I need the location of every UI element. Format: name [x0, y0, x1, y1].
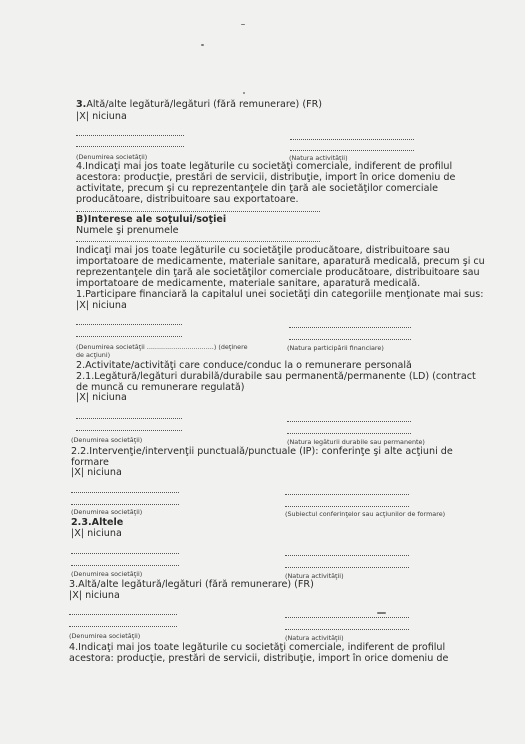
participation-entry-line[interactable]: [289, 339, 411, 340]
company-entry-line[interactable]: [71, 565, 179, 566]
link-nature-label: (Natura legăturii durabile sau permanente): [287, 438, 425, 446]
company-entry-line[interactable]: [76, 146, 184, 147]
scan-speck: [201, 44, 204, 46]
company-entry-line[interactable]: [76, 336, 182, 337]
company-entry-line[interactable]: [76, 324, 182, 325]
activity-entry-line[interactable]: [290, 150, 414, 151]
company-name-label: (Denumirea societăţii): [71, 436, 143, 444]
subject-label: (Subiectul conferinţelor sau acţiunilor de formare): [285, 510, 446, 518]
company-entry-line[interactable]: [71, 504, 179, 505]
none-checkbox[interactable]: |X| niciuna: [76, 300, 127, 311]
none-checkbox[interactable]: |X| niciuna: [76, 392, 127, 403]
none-checkbox[interactable]: |X| niciuna: [71, 467, 122, 478]
activity-entry-line[interactable]: [285, 629, 409, 630]
activity-entry-line[interactable]: [285, 555, 409, 556]
scan-speck: [241, 24, 245, 25]
section-2-heading: 2.Activitate/activităţi care conduce/conduc la o remunerare personală: [76, 360, 412, 371]
company-shares-label: (Denumirea societăţii .................................) (deţinere: [76, 343, 248, 351]
company-entry-line[interactable]: [69, 614, 177, 615]
company-entry-line[interactable]: [69, 626, 177, 627]
shares-label: de acţiuni): [76, 351, 111, 359]
section-b-heading: B)Interese ale soţului/soţiei: [76, 214, 227, 225]
company-name-label: (Denumirea societăţii): [71, 508, 143, 516]
activity-nature-label: (Natura activităţii): [289, 154, 348, 162]
activity-entry-line[interactable]: [285, 617, 409, 618]
company-entry-line[interactable]: [76, 418, 182, 419]
entry-line[interactable]: [76, 211, 320, 212]
section-1-heading: 1.Participare financiară la capitalul unei societăţi din categoriile menţionate mai sus:: [76, 289, 484, 300]
none-checkbox[interactable]: |X| niciuna: [71, 528, 122, 539]
participation-entry-line[interactable]: [289, 327, 411, 328]
activity-entry-line[interactable]: [290, 139, 414, 140]
company-name-label: (Denumirea societăţii): [76, 153, 148, 161]
scan-speck: [377, 612, 386, 614]
participation-nature-label: (Natura participării financiare): [287, 344, 384, 352]
company-entry-line[interactable]: [76, 135, 184, 136]
section-3-heading: 3.Altă/alte legătură/legături (fără remunerare) (FR): [69, 579, 314, 590]
document-page: 3.Altă/alte legătură/legături (fără remunerare) (FR) |X| niciuna (Denumirea societăţii) (Natura activităţii) 4.Indicaţi mai jos toate legăturile cu societăţi comerciale, indiferent de profilul acestora: producţie, prestări de servicii, distribuţie, import în orice domeniu de activitate, precum şi cu reprezentanţele din ţară ale societăţilor comerciale producătoare, distribuitoare sau exportatoare. B)Interese ale soţului/soţiei Numele şi prenumele Indicaţi mai jos toate legăturile cu societăţile producătoare, distribuitoare sau importatoare de medicamente, materiale sanitare, aparatură medicală, precum şi cu reprezentanţele din ţară ale societăţilor comerciale producătoare, distribuitoare sau importatoare de medicamente, materiale sanitare, aparatură medicală. 1.Participare financiară la capitalul unei societăţi din categoriile menţionate mai sus: |X| niciuna (Denumirea societăţii .................................) (deţinere (Natura participării financiare) de acţiuni) 2.Activitate/activităţi care conduce/conduc la o remunerare personală 2.1.Legătură/legături durabilă/durabile sau permanentă/permanente (LD) (contract de muncă cu remunerare regulată) |X| niciuna (Denumirea societăţii) (Natura legăturii durabile sau permanente) 2.2.Intervenţie/intervenţii punctuală/punctuale (IP): conferinţe şi alte acţiuni de formare |X| niciuna (Denumirea societăţii) (Subiectul conferinţelor sau acţiunilor de formare) 2.3.Altele |X| niciuna (Denumirea societăţii) (Natura activităţii) 3.Altă/alte legătură/legături (fără remunerare) (FR) |X| niciuna (Denumirea societăţii) (Natura activităţii) 4.Indicaţi mai jos toate legăturile cu societăţi comerciale, indiferent de profilul acestora: producţie, prestări de servicii, distribuţie, import în orice domeniu de: [0, 0, 525, 744]
spouse-name-label: Numele şi prenumele: [76, 225, 179, 236]
activity-entry-line[interactable]: [285, 567, 409, 568]
link-nature-entry-line[interactable]: [287, 433, 411, 434]
spouse-name-line[interactable]: [76, 241, 320, 242]
company-name-label: (Denumirea societăţii): [71, 570, 143, 578]
section-2-3-heading: 2.3.Altele: [71, 517, 124, 528]
none-checkbox[interactable]: |X| niciuna: [69, 590, 120, 601]
none-checkbox[interactable]: |X| niciuna: [76, 111, 127, 122]
company-entry-line[interactable]: [71, 553, 179, 554]
company-entry-line[interactable]: [71, 492, 179, 493]
company-name-label: (Denumirea societăţii): [69, 632, 141, 640]
subject-entry-line[interactable]: [285, 494, 409, 495]
activity-nature-label: (Natura activităţii): [285, 572, 344, 580]
link-nature-entry-line[interactable]: [287, 421, 411, 422]
company-entry-line[interactable]: [76, 430, 182, 431]
section-3-heading: 3.Altă/alte legătură/legături (fără remunerare) (FR): [76, 99, 322, 110]
activity-nature-label: (Natura activităţii): [285, 634, 344, 642]
subject-entry-line[interactable]: [285, 506, 409, 507]
scan-speck: [243, 92, 245, 94]
